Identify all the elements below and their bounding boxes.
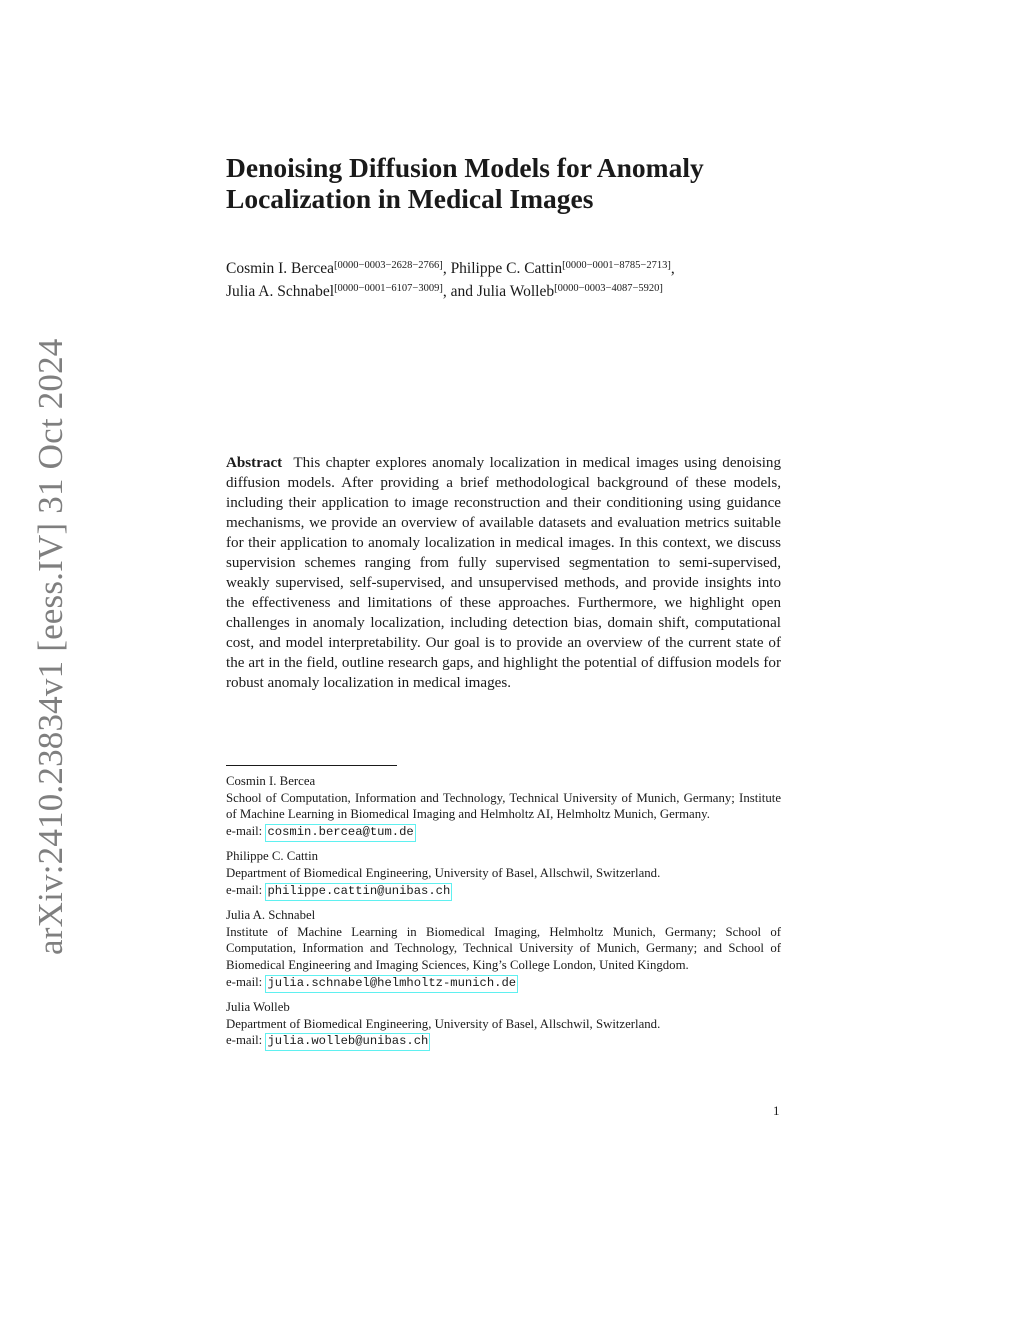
- author-separator: ,: [442, 260, 451, 277]
- email-prefix: e-mail:: [226, 1033, 263, 1048]
- author-line-1: [226, 256, 786, 279]
- affiliation-name: Philippe C. Cattin: [226, 849, 319, 864]
- email-link[interactable]: julia.schnabel@helmholtz-munich.de: [265, 975, 518, 993]
- affiliation-institution: Institute of Machine Learning in Biomedical Imaging, Helmholtz Munich, Germany; School of Computation, Information and Technology, Technical University of Munich, Germany; and School of Biomedical Engineering and Imaging Sciences, King’s College London, United Kingdom.: [226, 924, 781, 972]
- affiliation-email-line: [226, 882, 781, 900]
- author-orcid: [0000−0001−8785−2713]: [562, 260, 671, 271]
- author-name: Julia A. Schnabel: [226, 283, 335, 300]
- affiliations: [226, 773, 781, 1058]
- email-prefix: e-mail:: [226, 974, 263, 989]
- affiliation-name: Julia A. Schnabel: [226, 908, 316, 923]
- author-orcid: [0000−0001−6107−3009]: [334, 283, 443, 294]
- title-line-1: Denoising Diffusion Models for Anomaly: [226, 152, 704, 183]
- author-name: Julia Wolleb: [476, 283, 555, 300]
- abstract-text: This chapter explores anomaly localization in medical images using denoising diffusion models. After providing a brief methodological background of these models, including their application to image reconstruction and their conditioning using guidance mechanisms, we provide an overview of available datasets and evaluation metrics suitable for their application to anomaly localization in medical images. In this context, we discuss supervision schemes ranging from fully supervised segmentation to semi-supervised, weakly supervised, self-supervised, and unsupervised methods, and provide insights into the effectiveness and limitations of these approaches. Furthermore, we highlight open challenges in anomaly localization, including detection bias, domain shift, computational cost, and model interpretability. Our goal is to provide an overview of the current state of the art in the field, outline research gaps, and highlight the potential of diffusion models for robust anomaly localization in medical images.: [226, 455, 781, 691]
- author-separator: ,: [670, 260, 675, 277]
- footnote-divider: [226, 765, 397, 766]
- author-orcid: [0000−0003−4087−5920]: [554, 283, 663, 294]
- affiliation-block: [226, 999, 781, 1050]
- author-name: Philippe C. Cattin: [450, 260, 563, 277]
- author-list: [226, 256, 786, 302]
- affiliation-email-line: [226, 823, 781, 841]
- author-line-2: [226, 279, 786, 302]
- email-link[interactable]: philippe.cattin@unibas.ch: [265, 883, 452, 901]
- affiliation-name: Cosmin I. Bercea: [226, 774, 316, 788]
- title-line-2: Localization in Medical Images: [226, 183, 594, 214]
- author-name: Cosmin I. Bercea: [226, 260, 335, 277]
- page-number: 1: [773, 1103, 780, 1118]
- paper-title: [226, 152, 786, 214]
- email-link[interactable]: julia.wolleb@unibas.ch: [265, 1033, 430, 1051]
- affiliation-block: [226, 773, 781, 840]
- affiliation-block: [226, 907, 781, 991]
- abstract-label: Abstract: [226, 455, 283, 471]
- author-separator: , and: [442, 283, 477, 300]
- affiliation-email-line: [226, 974, 781, 992]
- affiliation-institution: School of Computation, Information and Technology, Technical University of Munich, Germany; Institute of Machine Learning in Biomedical Imaging and Helmholtz AI, Helmholtz Munich, Germany.: [226, 790, 781, 822]
- author-orcid: [0000−0003−2628−2766]: [334, 260, 443, 271]
- email-prefix: e-mail:: [226, 823, 263, 838]
- affiliation-name: Julia Wolleb: [226, 1000, 290, 1015]
- abstract: [226, 453, 781, 693]
- email-prefix: e-mail:: [226, 882, 263, 897]
- affiliation-block: [226, 848, 781, 899]
- affiliation-email-line: [226, 1032, 781, 1050]
- affiliation-institution: Department of Biomedical Engineering, University of Basel, Allschwil, Switzerland.: [226, 865, 661, 880]
- affiliation-institution: Department of Biomedical Engineering, University of Basel, Allschwil, Switzerland.: [226, 1016, 661, 1031]
- email-link[interactable]: cosmin.bercea@tum.de: [265, 824, 415, 842]
- arxiv-identifier-stamp: arXiv:2410.23834v1 [eess.IV] 31 Oct 2024: [31, 338, 70, 955]
